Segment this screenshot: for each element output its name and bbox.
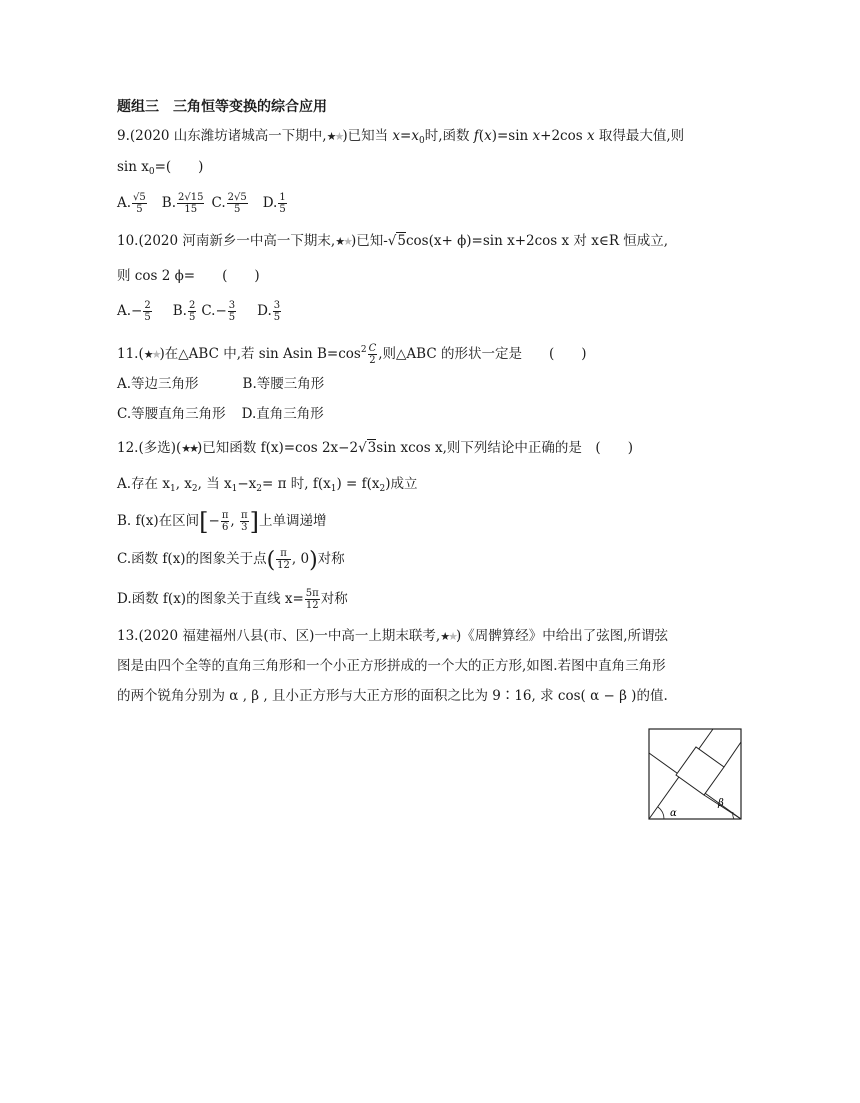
q10-text-2: cos(x+ ϕ)=sin x+2cos x 对 x∈R 恒成立, [405,233,669,249]
q12-opt-b-fraction-1: $\frac{\pi}{6}$ [221,510,229,533]
difficulty-star-icon: ★ [143,348,152,361]
question-11-line-1: 11.(★★)在△ABC 中,若 sin Asin $B=\cos^2$ $\frac{C}{2}$ ,则△ABC 的形状一定是 ( ) [117,343,587,366]
q12-text-2: sin xcos x,则下列结论中正确的是 ( ) [376,440,633,456]
q9-option-a-label: A. [117,195,132,211]
alpha-angle-arc [658,807,664,819]
inner-square [676,747,724,795]
question-12-option-a: A.存在 $x_1$, $x_2$, 当 $x_1-x_2= \pi$ 时, $f(x_1) = f(x_2)$成立 [117,476,418,494]
question-11-options-row-2 [117,404,324,426]
q11-option-a: A.等边三角形 [117,376,199,392]
q13-text: )《周髀算经》中给出了弦图,所谓弦 [455,628,669,644]
difficulty-star-icon: ★ [326,130,335,143]
q10-option-d-fraction: $\frac{3}{5}$ [273,300,281,323]
triangle-line-3 [724,742,741,767]
difficulty-star-empty-icon: ★ [343,235,351,248]
q9-text-2: 时,函数 [424,128,474,144]
q12-opt-a-3: , 当 x [197,476,232,492]
q12-opt-a-5: = π 时, f(x [262,476,331,492]
difficulty-star-empty-icon: ★ [334,130,343,143]
q12-opt-d-text-2: 对称 [320,591,348,607]
q9-option-d-fraction: $\frac{1}{5}$ [279,192,286,215]
q12-opt-d-fraction: $\frac{5\pi}{12}$ [305,588,319,611]
q12-opt-b-text-2: 上单调递增 [258,513,327,529]
q12-opt-b-fraction-2: $\frac{\pi}{3}$ [241,510,248,533]
q9-option-b-label: B. [161,195,176,211]
q12-sqrt-3: 3 [367,440,377,456]
q10-sqrt-5: 5 [397,233,406,249]
q9-blank: =( ) [154,159,204,175]
q10-option-a-label: A.− [117,303,143,319]
q10-option-d-label: D. [257,303,272,319]
difficulty-star-empty-icon: ★ [448,630,456,643]
q9-option-b-fraction: $\frac{2√15}{15}$ [178,192,204,215]
question-12-line-1: 12.(多选)(★★)已知函数 f(x)=cos 2x−2√3sin xcos x,则下列结论中正确的是 ( ) [117,440,633,456]
alpha-label: α [670,808,677,819]
beta-label: β [718,798,724,809]
q12-opt-a-7: )成立 [385,476,418,492]
q11-option-b: B.等腰三角形 [242,376,325,392]
q11-text: )在△ABC 中,若 sin Asin B=cos [159,346,361,362]
q9-text-3: 取得最大值,则 [598,128,685,144]
q12-opt-c-text-2: 对称 [317,551,345,567]
q10-source: 10.(2020 河南新乡一中高一下期末, [117,233,336,249]
q9-function: f [473,128,479,144]
difficulty-star-empty-icon: ★ [151,348,160,361]
q9-option-d-label: D. [262,195,278,211]
q12-number: 12.(多选)( [117,440,182,456]
question-10-line-1: 10.(2020 河南新乡一中高一下期末,★★)已知-√5cos(x+ ϕ)=sin x+2cos x 对 x∈R 恒成立, [117,233,669,249]
question-9-options [117,192,288,214]
q11-option-d: D.直角三角形 [241,406,324,422]
difficulty-star-icon: ★ [335,235,344,248]
q12-opt-c-text: C.函数 f(x)的图象关于点 [117,551,267,567]
question-13-line-2: 图是由四个全等的直角三角形和一个小正方形拼成的一个大的正方形,如图.若图中直角三角形 [117,658,666,674]
q9-option-c-fraction: $\frac{2√5}{5}$ [227,192,247,215]
q9-text: )已知当 [342,128,393,144]
q10-option-c-label: C.− [201,303,227,319]
question-10-options [117,300,282,322]
chord-diagram-figure [648,728,742,820]
q10-option-b-fraction: $\frac{2}{5}$ [188,300,196,323]
q12-opt-b-text: B. f(x)在区间 [117,513,200,529]
difficulty-star-icon: ★ [440,630,449,643]
q9-option-c-label: C. [211,195,226,211]
difficulty-star-icon: ★ [181,442,190,455]
q10-text: )已知- [350,233,388,249]
q11-fraction-c-over-2: $\frac{C}{2}$ [368,343,377,366]
q9-var-x0: x [411,128,419,144]
q12-text: )已知函数 f(x)=cos 2x−2 [197,440,359,456]
question-12-option-d [117,588,348,610]
q12-opt-a-2: , x [175,476,192,492]
question-12-option-b: B. f(x)在区间[− $\frac{\pi}{6}$ , $\frac{\pi}{3}$ ]上单调递增 [117,508,327,536]
q12-opt-c-fraction: $\frac{\pi}{12}$ [277,548,290,571]
q11-number: 11.( [117,346,144,362]
q10-option-a-fraction: $\frac{2}{5}$ [144,300,151,323]
q11-text-2: ,则△ABC 的形状一定是 ( ) [378,346,587,362]
q9-sin-x0: sin x [117,159,149,175]
q9-var-x: x [392,128,401,144]
section-title: 题组三 三角恒等变换的综合应用 [117,99,327,115]
question-11-options-row-1 [117,374,324,396]
q13-source: 13.(2020 福建福州八县(市、区)一中高一上期末联考, [117,628,441,644]
question-12-option-c: C.函数 f(x)的图象关于点( $\frac{\pi}{12}$ , 0)对称 [117,548,345,573]
q12-opt-a-1: A.存在 x [117,476,170,492]
difficulty-star-icon: ★ [189,442,198,455]
question-10-line-2: 则 cos 2 ϕ= ( ) [117,268,260,284]
q9-option-a-fraction: $\frac{√5}{5}$ [133,192,146,215]
question-9-line-1: 9.(2020 山东潍坊诸城高一下期中,★★)已知当 $x=x_0$时,函数 f(x)=sin x+2cos x 取得最大值,则 [117,128,685,146]
question-13-line-3: 的两个锐角分别为 α , β , 且小正方形与大正方形的面积之比为 9∶16, 求 cos( α − β )的值. [117,688,668,704]
q12-opt-a-6: ) = f(x [336,476,380,492]
q10-option-c-fraction: $\frac{3}{5}$ [228,300,236,323]
q10-option-b-label: B. [172,303,187,319]
q9-source: 9.(2020 山东潍坊诸城高一下期中, [117,128,327,144]
q11-option-c: C.等腰直角三角形 [117,406,226,422]
q12-opt-a-4: −x [237,476,257,492]
unused-line-2 [696,729,741,747]
question-9-line-2: $\sin x_0=$( ) [117,159,204,177]
question-13-line-1 [117,626,668,648]
q12-opt-d-text: D.函数 f(x)的图象关于直线 x= [117,591,304,607]
